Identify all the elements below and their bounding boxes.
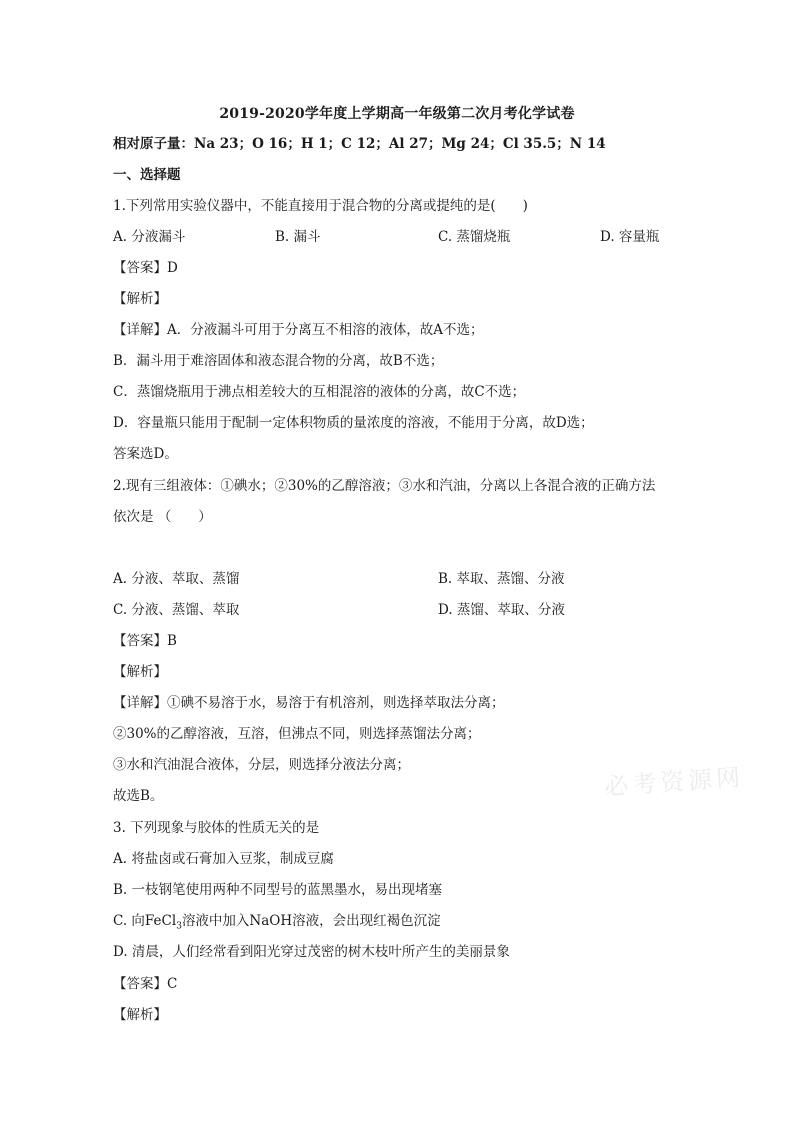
q2-option-a: A. 分液、萃取、蒸馏 bbox=[113, 571, 240, 587]
q2-detail-line: 故选B。 bbox=[113, 788, 164, 804]
q3-option-a: A. 将盐卤或石膏加入豆浆，制成豆腐 bbox=[113, 851, 334, 867]
q2-analysis-label: 【解析】 bbox=[113, 664, 167, 680]
q2-stem-line1: 2.现有三组液体：①碘水；②30%的乙醇溶液；③水和汽油，分离以上各混合液的正确方法 bbox=[113, 478, 656, 494]
q3-option-b: B. 一枝钢笔使用两种不同型号的蓝黑墨水，易出现堵塞 bbox=[113, 882, 443, 898]
q3-stem: 3. 下列现象与胶体的性质无关的是 bbox=[113, 820, 320, 836]
q3-option-c bbox=[113, 911, 441, 937]
q1-option-c: C. 蒸馏烧瓶 bbox=[438, 229, 511, 245]
q1-detail-line: C．蒸馏烧瓶用于沸点相差较大的互相混溶的液体的分离，故C不选； bbox=[113, 384, 526, 400]
q3-option-c-prefix: C. 向FeCl bbox=[113, 913, 177, 929]
q2-option-b: B. 萃取、蒸馏、分液 bbox=[438, 571, 565, 587]
q1-detail-line: 答案选D。 bbox=[113, 446, 178, 462]
q1-analysis-label: 【解析】 bbox=[113, 291, 167, 307]
q2-answer: 【答案】B bbox=[113, 633, 177, 649]
q1-option-a: A. 分液漏斗 bbox=[113, 229, 186, 245]
q3-option-c-rest: 溶液中加入NaOH溶液，会出现红褐色沉淀 bbox=[181, 913, 441, 929]
q2-option-c: C. 分液、蒸馏、萃取 bbox=[113, 602, 240, 618]
q1-stem: 1.下列常用实验仪器中，不能直接用于混合物的分离或提纯的是( ) bbox=[113, 198, 528, 214]
q1-answer: 【答案】D bbox=[113, 260, 178, 276]
q1-detail-line: 【详解】A．分液漏斗可用于分离互不相溶的液体，故A不选； bbox=[113, 322, 484, 338]
q1-detail-line: D．容量瓶只能用于配制一定体积物质的量浓度的溶液，不能用于分离，故D选； bbox=[113, 415, 594, 431]
q3-analysis-label: 【解析】 bbox=[113, 1007, 167, 1023]
q2-detail-line: ②30%的乙醇溶液，互溶，但沸点不同，则选择蒸馏法分离； bbox=[113, 726, 481, 742]
q2-stem-line2: 依次是 （ ） bbox=[113, 509, 212, 525]
q3-option-c-subscript: 3 bbox=[176, 921, 182, 932]
q2-detail-line: ③水和汽油混合液体，分层，则选择分液法分离； bbox=[113, 757, 410, 773]
q3-option-d: D. 清晨，人们经常看到阳光穿过茂密的树木枝叶所产生的美丽景象 bbox=[113, 944, 510, 960]
watermark: 必考资源网 bbox=[603, 763, 745, 801]
q1-option-d: D. 容量瓶 bbox=[600, 229, 660, 245]
q2-detail-line: 【详解】①碘不易溶于水，易溶于有机溶剂，则选择萃取法分离； bbox=[113, 695, 505, 711]
page-title: 2019-2020学年度上学期高一年级第二次月考化学试卷 bbox=[219, 106, 575, 122]
q1-option-b: B. 漏斗 bbox=[275, 229, 321, 245]
q1-detail-line: B．漏斗用于难溶固体和液态混合物的分离，故B不选； bbox=[113, 353, 444, 369]
atomic-mass-line: 相对原子量：Na 23；O 16；H 1；C 12；Al 27；Mg 24；Cl 35.5；N 14 bbox=[113, 136, 606, 152]
section-heading: 一、选择题 bbox=[113, 167, 181, 183]
q3-answer: 【答案】C bbox=[113, 976, 178, 992]
q2-option-d: D. 蒸馏、萃取、分液 bbox=[438, 602, 565, 618]
